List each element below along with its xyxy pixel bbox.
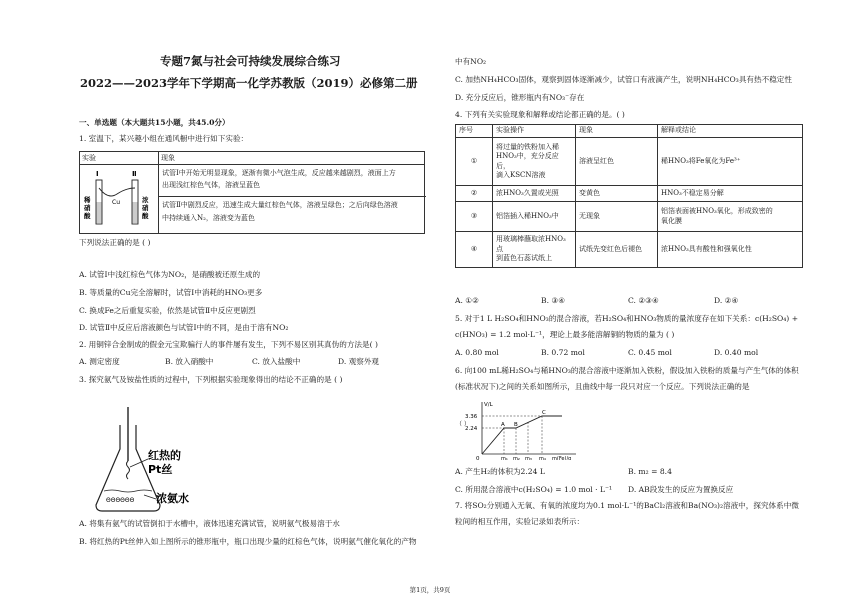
tube-2-liquid [133, 202, 138, 223]
q3-stem: 3. 探究氨气及铵盐性质的过程中，下列根据实验现象得出的结论不正确的是 ( ) [79, 375, 343, 384]
q4-row2-op: 浓HNO₃久置或光照 [493, 186, 576, 202]
flask-figure [92, 405, 222, 515]
q6-stem: 6. 向100 mL稀H₂SO₄与稀HNO₃的混合溶液中逐渐加入铁粉，假设加入铁粉的质量与产生气体的体积 [455, 366, 799, 375]
q5-option-d: D. 0.40 mol [714, 348, 759, 357]
q1-head-experiment: 实验 [82, 154, 96, 162]
q6-graph [452, 398, 582, 460]
q1-stem: 1. 室温下，某兴趣小组在通风橱中进行如下实验： [79, 134, 249, 143]
y-axis-label: V/L [484, 402, 493, 408]
q5-option-b: B. 0.72 mol [541, 348, 585, 357]
q2-option-a: A. 测定密度 [79, 357, 120, 366]
conc-label-2: 硝 [142, 204, 149, 212]
q7-stem: 7. 将SO₂分别通入无氧、有氧的浓度均为0.1 mol·L⁻¹的BaCl₂溶液和Ba(NO₃)₂溶液中，探究体系中微 [455, 501, 799, 510]
pt-coil [127, 461, 130, 479]
q3-option-b: B. 将红热的Pt丝伸入如上图所示的锥形瓶中，瓶口出现少量的红棕色气体，说明氨气催化氧化的产物 [79, 537, 417, 546]
q4-row3-ex-l1: 铝箔表面被HNO₃氧化，形成致密的 [661, 207, 773, 215]
q6-option-d: D. AB段发生的反应为置换反应 [628, 485, 734, 494]
q4-table [455, 124, 803, 268]
q1-row1-text: 试管Ⅰ中开始无明显现象，逐渐有微小气泡生成，反应越来越剧烈，液面上方 [162, 169, 396, 177]
q4-row4-op-l1: 用玻璃棒蘸取浓HNO₃点 [496, 235, 566, 253]
q1-option-a: A. 试管Ⅰ中浅红棕色气体为NO₂，是硝酸被还原生成的 [79, 270, 261, 279]
q7-stem-2: 粒间的相互作用，实验记录如表所示： [455, 517, 585, 526]
q4-row4-ex: 浓HNO₃具有酸性和强氧化性 [658, 232, 803, 268]
conc-label-1: 浓 [142, 196, 149, 204]
q3-option-c: C. 加热NH₄HCO₃固体，观察到固体逐渐减少，试管口有液滴产生，说明NH₄HCO₃具有热不稳定性 [455, 75, 792, 84]
q4-head-no: 序号 [456, 125, 493, 138]
q4-option-d: D. ②④ [714, 296, 739, 305]
q1-option-d: D. 试管Ⅱ中反应后溶液颜色与试管Ⅰ中的不同，是由于溶有NO₂ [79, 323, 289, 332]
dilute-label-2: 硝 [84, 204, 91, 212]
x-tick-m2: m₂ [513, 456, 520, 460]
bubbles: ΘΘΘΘΘΘ [106, 497, 135, 504]
q6-option-a: A. 产生H₂的体积为2.24 L [455, 467, 545, 476]
title-line-2: 2022——2023学年下学期高一化学苏教版（2019）必修第二册 [80, 76, 418, 90]
q1-option-b: B. 等质量的Cu完全溶解时，试管Ⅰ中消耗的HNO₃更多 [79, 288, 263, 297]
q4-row3-ex-l2: 氧化膜 [661, 216, 682, 225]
q4-row2-ph: 变黄色 [576, 186, 658, 202]
q4-stem: 4. 下列有关实验现象和解释或结论都正确的是。( ) [455, 110, 625, 119]
q4-row4-op [493, 232, 576, 268]
q4-row2-ex: HNO₃不稳定易分解 [658, 186, 803, 202]
origin-label: 0 [476, 456, 480, 460]
x-tick-m4: m₄ [539, 456, 546, 460]
q4-row3-no: ③ [456, 202, 493, 232]
q4-head-ex: 解释或结论 [658, 125, 803, 138]
q4-option-b: B. ③④ [541, 296, 566, 305]
tube-label-1: Ⅰ [96, 170, 99, 178]
q4-row4-ph: 试纸先变红色后褪色 [576, 232, 658, 268]
q5-option-a: A. 0.80 mol [455, 348, 499, 357]
table-row [456, 138, 803, 186]
q2-option-b: B. 放入硝酸中 [165, 357, 214, 366]
q1-option-c: C. 换成Fe之后重复实验，依然是试管Ⅱ中反应更剧烈 [79, 306, 256, 315]
q4-row4-op-l2: 到蓝色石蕊试纸上 [496, 254, 552, 263]
page-footer: 第1页，共9页 [409, 586, 451, 594]
q3-option-b-cont: 中有NO₂ [455, 57, 487, 66]
point-b: B [514, 422, 518, 428]
q5-stem-2: c(HNO₃) = 1.2 mol·L⁻¹，理论上最多能溶解铜的物质的量为 ( ) [455, 330, 675, 339]
conc-label-3: 酸 [142, 212, 149, 220]
q4-row1-op-l3: 滴入KSCN溶液 [496, 171, 546, 179]
q6-option-c: C. 所用混合溶液中c(H₂SO₄) = 1.0 mol · L⁻¹ [455, 485, 613, 494]
dilute-label-3: 酸 [84, 212, 91, 220]
tube-label-2: Ⅱ [132, 170, 137, 178]
q1-row2-text-b: 中持续通入N₂，溶液变为蓝色 [162, 214, 255, 222]
q1-row2-text: 试管Ⅱ中剧烈反应，迅速生成大量红棕色气体，溶液呈绿色；之后向绿色溶液 [162, 201, 398, 209]
point-c: C [542, 410, 546, 416]
label-pt-wire: Pt丝 [148, 463, 173, 476]
x-axis-label: m(Fe)/g [552, 456, 572, 460]
section-heading: 一、单选题（本大题共15小题，共45.0分） [79, 118, 230, 127]
table-row [456, 232, 803, 268]
q3-option-d: D. 充分反应后，锥形瓶内有NO₃⁻存在 [455, 93, 585, 102]
q6-option-b: B. m₂ = 8.4 [628, 467, 672, 476]
q4-row1-ex: 稀HNO₃将Fe氧化为Fe³⁺ [658, 138, 803, 186]
q1-table [79, 151, 425, 234]
q5-stem: 5. 对于1 L H₂SO₄和HNO₃的混合溶液，若H₂SO₄和HNO₃物质的量浓度存在如下关系：c(H₂SO₄) + [455, 314, 799, 323]
test-tube-figure [82, 166, 156, 232]
copper-wire [99, 188, 135, 196]
q1-head-phenomenon: 现象 [161, 154, 175, 162]
table-row [456, 186, 803, 202]
q4-row3-op: 铝箔插入稀HNO₃中 [493, 202, 576, 232]
q4-row1-ph: 溶液呈红色 [576, 138, 658, 186]
label-red-hot: 红热的 [148, 449, 181, 462]
y-tick-224: 2.24 [465, 426, 478, 432]
q4-option-c: C. ②③④ [628, 296, 659, 305]
q4-row4-no: ④ [456, 232, 493, 268]
pointer-pt [130, 459, 148, 467]
q2-option-c: C. 放入盐酸中 [252, 357, 301, 366]
pointer-ammonia [144, 495, 156, 499]
q6-stem-2: (标准状况下)之间的关系如图所示，且曲线中每一段只对应一个反应。下列说法正确的是 [455, 382, 750, 391]
q2-option-d: D. 观察外观 [338, 357, 380, 366]
q4-row1-op-l2: HNO₃中，充分反应后， [496, 152, 559, 170]
q4-head-ph: 现象 [576, 125, 658, 138]
curve [482, 416, 562, 454]
label-ammonia: 浓氨水 [156, 492, 189, 505]
q2-stem: 2. 用铜锌合金制成的假金元宝欺骗行人的事件屡有发生，下列不易区别其真伪的方法是( ) [79, 340, 378, 349]
tube-1-liquid [97, 202, 102, 223]
table-row [456, 202, 803, 232]
q4-row3-ex [658, 202, 803, 232]
q3-option-a: A. 将集有氨气的试管倒扣于水槽中，液体迅速充满试管，说明氨气极易溶于水 [79, 519, 340, 528]
x-tick-m1: m₁ [501, 456, 508, 460]
q1-ask: 下列说法正确的是 ( ) [79, 238, 151, 247]
q4-row1-op [493, 138, 576, 186]
liquid-surface [104, 490, 152, 492]
title-line-1: 专题7氮与社会可持续发展综合练习 [160, 54, 341, 68]
q4-option-a: A. ①② [455, 296, 479, 305]
x-tick-m3: m₃ [525, 456, 532, 460]
q4-row1-op-l1: 将过量的铁粉加入稀 [496, 142, 559, 151]
q4-row1-no: ① [456, 138, 493, 186]
q4-row2-no: ② [456, 186, 493, 202]
q5-option-c: C. 0.45 mol [628, 348, 672, 357]
point-a: A [501, 422, 505, 428]
q4-head-op: 实验操作 [493, 125, 576, 138]
q4-row3-ph: 无现象 [576, 202, 658, 232]
y-tick-336: 3.36 [465, 414, 478, 420]
dilute-label-1: 稀 [84, 196, 91, 204]
q6-answer-paren: （ ） [456, 421, 470, 428]
copper-label: Cu [112, 199, 120, 206]
q1-row1-text-b: 出现浅红棕色气体，溶液呈蓝色 [162, 181, 260, 189]
